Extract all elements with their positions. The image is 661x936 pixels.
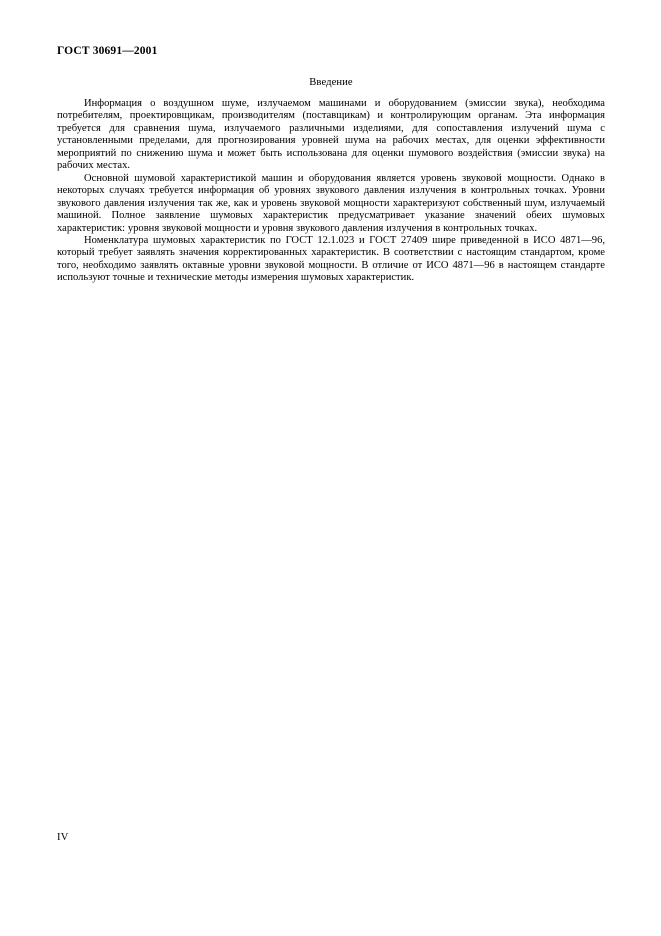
- page-number: IV: [57, 832, 69, 843]
- body-text: [57, 98, 605, 285]
- paragraph-2: Основной шумовой характеристикой машин и оборудования является уровень звуковой мощности. Однако в некоторых случаях требуется информация об уровнях звукового давления излучения в контрольных точках. Уровни звукового давления излучения так же, как и уровень звуковой мощности характеризуют собственный шум, излучаемый машиной. Полное заявление шумовых характеристик предусматривает указание значений обеих шумовых характеристик: уровня звуковой мощности и уровня звукового давления излучения в контрольных точках.: [57, 172, 605, 234]
- paragraph-1: Информация о воздушном шуме, излучаемом машинами и оборудованием (эмиссии звука), необходима потребителям, проектировщикам, производителям (поставщикам) и контролирующим органам. Эта информация требуется для сравнения шума, излучаемого различными изделиями, для сопоставления излучений шума с установленными пределами, для прогнозирования уровней шума на рабочих местах, для оценки эффективности мероприятий по снижению шума и может быть использована для оценки шумового воздействия (эмиссии звука) на рабочих местах.: [57, 98, 605, 172]
- paragraph-3: Номенклатура шумовых характеристик по ГОСТ 12.1.023 и ГОСТ 27409 шире приведенной в ИСО 4871—96, который требует заявлять значения корректированных характеристик. В соответствии с настоящим стандартом, кроме того, необходимо заявлять октавные уровни звуковой мощности. В отличие от ИСО 4871—96 в настоящем стандарте используют точные и технические методы измерения шумовых характеристик.: [57, 234, 605, 284]
- running-head-standard-number: ГОСТ 30691—2001: [57, 45, 158, 57]
- section-title: Введение: [309, 77, 353, 88]
